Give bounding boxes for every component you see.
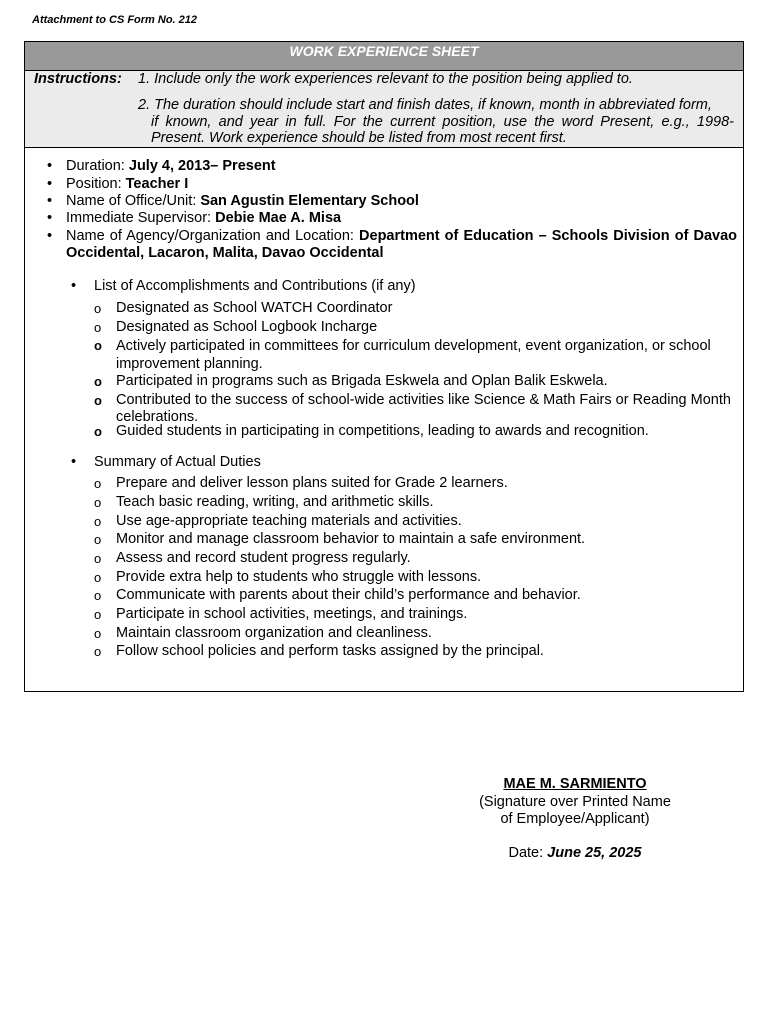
detail-label: Name of Office/Unit: [66,193,201,209]
instruction-item-2-first-line: 2. The duration should include start and finish dates, if known, month in abbreviated form, [138,97,712,113]
accomplishment-text: Contributed to the success of school-wide activities like Science & Math Fairs or Reading Month celebrations. [116,392,731,425]
work-experience-sheet [24,41,744,692]
detail-label: Immediate Supervisor: [66,210,216,226]
bullet-icon: • [47,228,53,244]
detail-label: Duration: [66,158,129,174]
signatory-name: MAE M. SARMIENTO [503,776,647,792]
detail-value: Teacher I [125,176,189,192]
detail-label: Name of Agency/Organization and Location: [66,228,360,244]
duty-text: Use age-appropriate teaching materials and activities. [116,513,462,529]
instruction-item-2-continuation: if known, and year in full. For the current position, use the word Present, e.g., 1998-Present. Work experience should be listed from most recent first. [151,113,734,146]
duty-text: Participate in school activities, meetings, and trainings. [116,606,468,622]
duty-text: Provide extra help to students who struggle with lessons. [116,569,482,585]
sub-bullet-icon: o [94,424,102,439]
sub-bullet-icon: o [94,607,102,622]
sub-bullet-icon: o [94,644,102,659]
bullet-icon: • [47,158,53,174]
signature-date [460,845,690,862]
instructions-box [25,71,743,148]
attachment-label: Attachment to CS Form No. 212 [32,14,198,26]
sub-bullet-icon: o [94,393,102,408]
accomplishment-text: Designated as School Logbook Incharge [116,319,378,335]
accomplishment-text: Actively participated in committees for curriculum development, event organization, or school improvement planning. [116,338,711,372]
sub-bullet-icon: o [94,532,102,547]
detail-label: Position: [66,176,126,192]
duty-text: Prepare and deliver lesson plans suited for Grade 2 learners. [116,475,508,491]
sub-bullet-icon: o [94,301,102,316]
sub-bullet-icon: o [94,320,102,335]
accomplishment-text: Participated in programs such as Brigada Eskwela and Oplan Balik Eskwela. [116,373,608,389]
instruction-item-1: 1. Include only the work experiences relevant to the position being applied to. [138,71,633,87]
sub-bullet-icon: o [94,626,102,641]
sub-bullet-icon: o [94,476,102,491]
duties-heading: Summary of Actual Duties [94,454,261,470]
duty-text: Maintain classroom organization and cleanliness. [116,625,432,641]
sub-bullet-icon: o [94,338,102,353]
sub-bullet-icon: o [94,374,102,389]
signature-caption-line-2: of Employee/Applicant) [500,811,650,827]
signature-caption-line-1: (Signature over Printed Name [479,794,671,810]
detail-value: San Agustin Elementary School [200,193,419,209]
bullet-icon: • [47,176,53,192]
detail-value: Debie Mae A. Misa [215,210,342,226]
sub-bullet-icon: o [94,551,102,566]
accomplishment-text: Designated as School WATCH Coordinator [116,300,393,316]
accomplishment-text: Guided students in participating in competitions, leading to awards and recognition. [116,423,649,439]
bullet-icon: • [71,454,77,470]
duty-text: Assess and record student progress regularly. [116,550,411,566]
accomplishments-heading: List of Accomplishments and Contributions (if any) [94,278,416,294]
sub-bullet-icon: o [94,495,102,510]
duty-text: Communicate with parents about their child’s performance and behavior. [116,587,581,603]
detail-value: Department of Education – Schools Division of Davao Occidental, Lacaron, Malita, Davao Occidental [66,228,738,261]
bullet-icon: • [71,278,77,294]
duty-text: Monitor and manage classroom behavior to maintain a safe environment. [116,531,586,547]
bullet-icon: • [47,193,53,209]
detail-value: July 4, 2013– Present [128,158,276,174]
date-label: Date: [508,845,548,861]
instruction-item-2 [138,97,734,147]
sub-bullet-icon: o [94,514,102,529]
instructions-label: Instructions: [34,71,122,87]
sub-bullet-icon: o [94,570,102,585]
date-value: June 25, 2025 [547,845,642,861]
duty-text: Follow school policies and perform tasks assigned by the principal. [116,643,544,659]
sheet-title: WORK EXPERIENCE SHEET [25,42,743,71]
bullet-icon: • [47,210,53,226]
sub-bullet-icon: o [94,588,102,603]
duty-text: Teach basic reading, writing, and arithmetic skills. [116,494,434,510]
